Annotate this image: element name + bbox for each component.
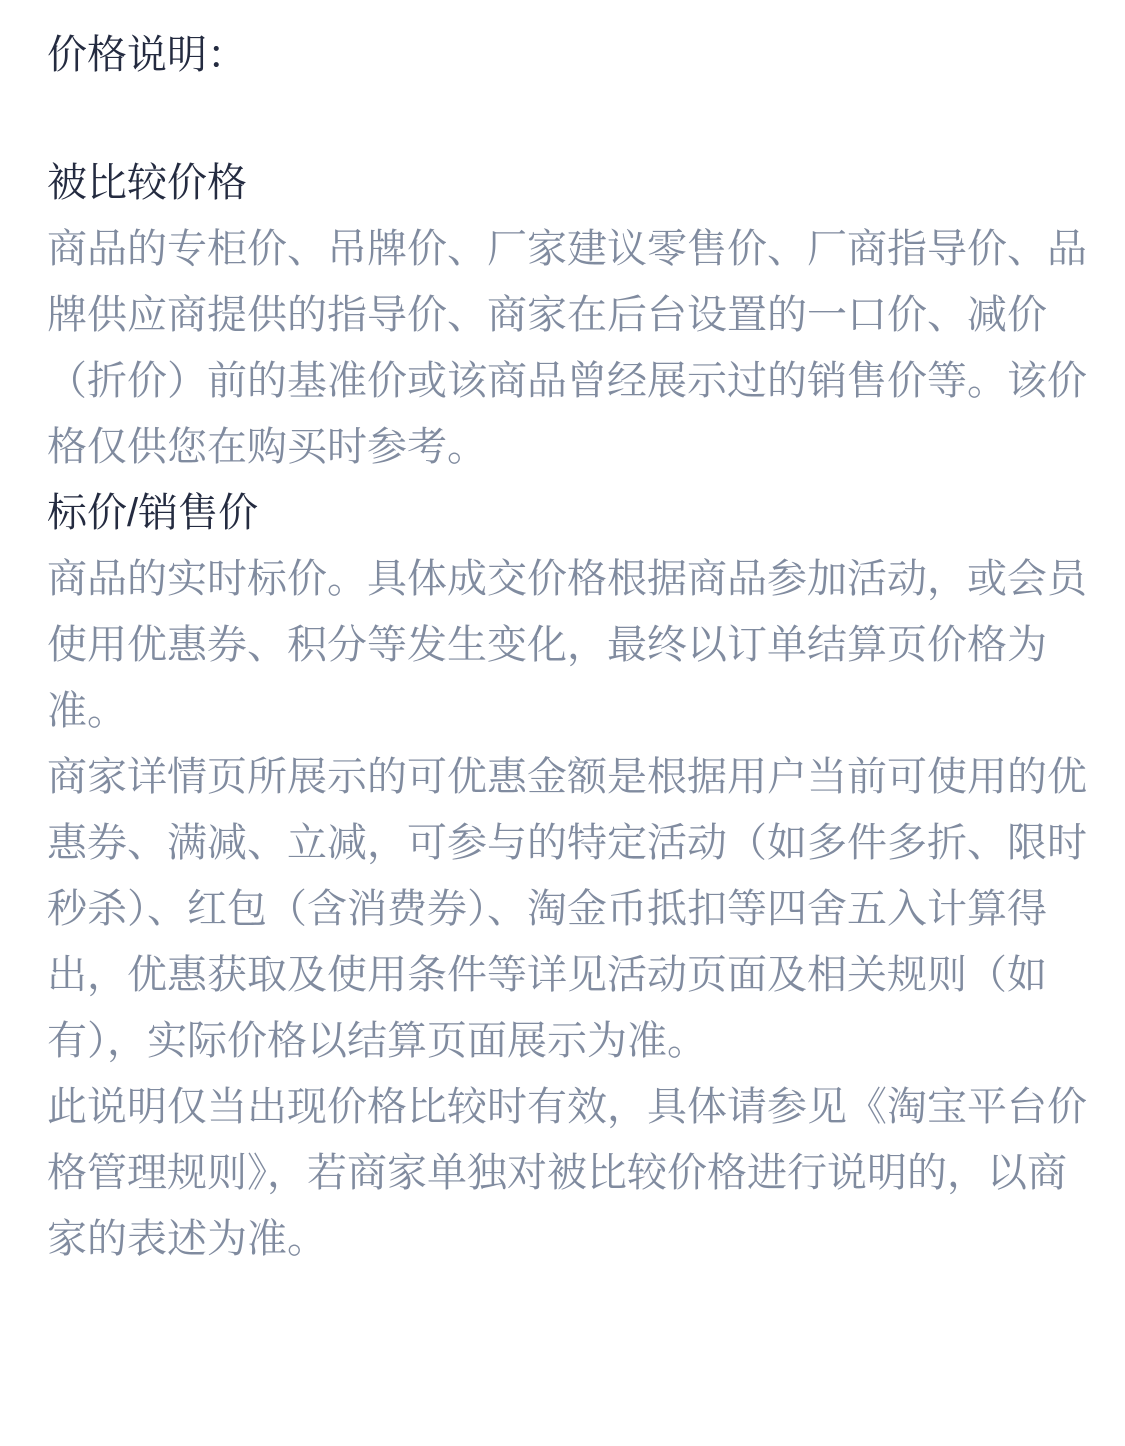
section-body-discount-amount: 商家详情页所展示的可优惠金额是根据用户当前可使用的优惠券、满减、立减，可参与的特定活动（如多件多折、限时秒杀）、红包（含消费券）、淘金币抵扣等四舍五入计算得出，优惠获取及使用条件等详见活动页面及相关规则（如有），实际价格以结算页面展示为准。 [47,755,1087,1063]
section-listed-price [47,480,1087,744]
section-heading-compared-price: 被比较价格 [47,161,247,205]
page-title: 价格说明： [47,33,247,77]
section-body-compared-price: 商品的专柜价、吊牌价、厂家建议零售价、厂商指导价、品牌供应商提供的指导价、商家在后台设置的一口价、减价（折价）前的基准价或该商品曾经展示过的销售价等。该价格仅供您在购买时参考。 [47,227,1087,469]
section-heading-listed-price: 标价/销售价 [47,491,259,535]
section-compared-price [47,150,1087,480]
section-validity-note [47,1074,1087,1272]
section-discount-amount [47,744,1087,1074]
section-body-listed-price: 商品的实时标价。具体成交价格根据商品参加活动，或会员使用优惠券、积分等发生变化，最终以订单结算页价格为准。 [47,557,1087,733]
section-body-validity-note: 此说明仅当出现价格比较时有效，具体请参见《淘宝平台价格管理规则》，若商家单独对被比较价格进行说明的，以商家的表述为准。 [47,1085,1087,1261]
